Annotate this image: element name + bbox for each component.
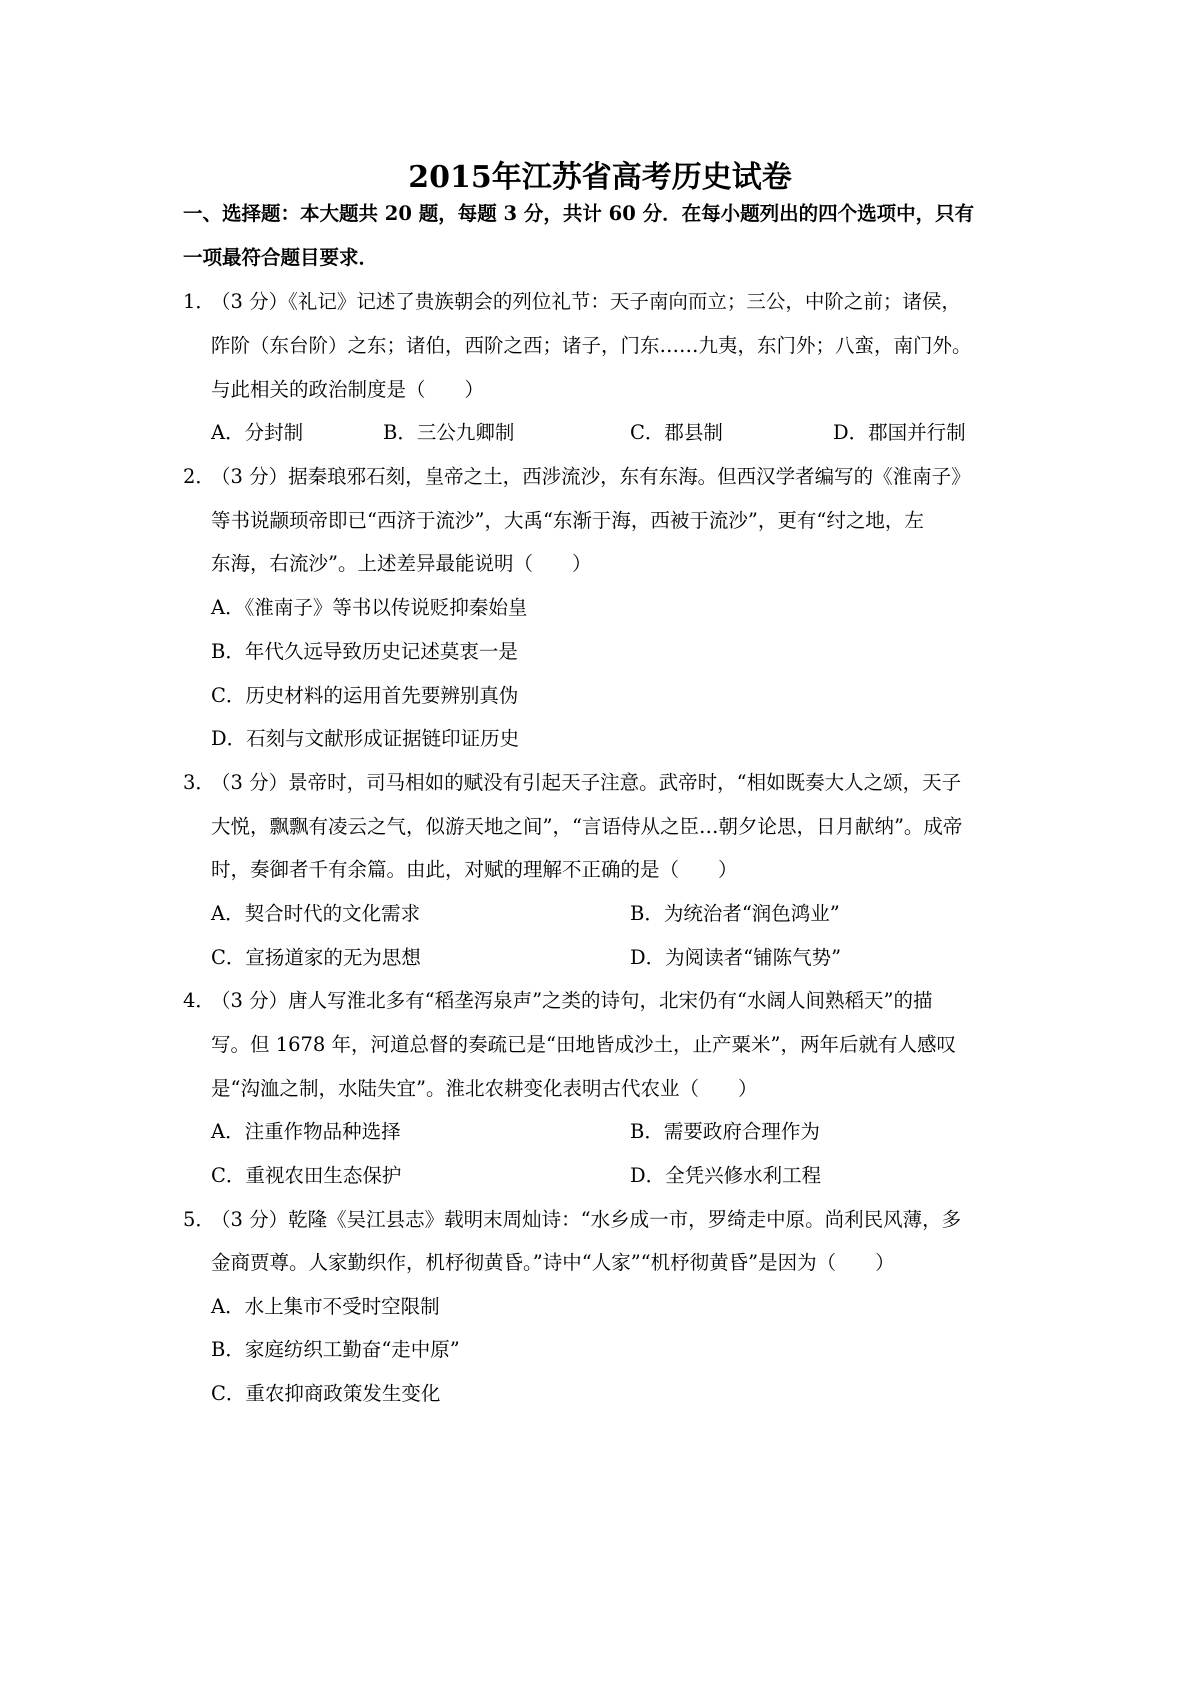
question-4-option-b: B．需要政府合理作为 — [630, 1120, 820, 1143]
question-5-option-c: C．重农抑商政策发生变化 — [211, 1382, 441, 1405]
question-1-line1: （3 分）《礼记》记述了贵族朝会的列位礼节：天子南向而立；三公，中阶之前；诸侯， — [211, 290, 961, 313]
question-5-number: 5． — [183, 1208, 215, 1231]
question-2-option-d: D．石刻与文献形成证据链印证历史 — [211, 727, 520, 750]
question-2-line3: 东海，右流沙”。上述差异最能说明（ ） — [211, 552, 592, 575]
question-4-number: 4． — [183, 989, 215, 1012]
question-1-line2: 阼阶（东台阶）之东；诸伯，西阶之西；诸子，门东……九夷，东门外；八蛮，南门外。 — [211, 334, 972, 357]
question-5-option-b: B．家庭纺织工勤奋“走中原” — [211, 1338, 460, 1361]
question-2-option-a: A．《淮南子》等书以传说贬抑秦始皇 — [211, 596, 528, 619]
question-1-option-a: A．分封制 — [211, 421, 304, 444]
question-2-line2: 等书说颛顼帝即已“西济于流沙”，大禹“东渐于海，西被于流沙”，更有“纣之地，左 — [211, 509, 924, 532]
exam-title: 2015年江苏省高考历史试卷 — [408, 160, 792, 195]
question-3-line1: （3 分）景帝时，司马相如的赋没有引起天子注意。武帝时，“相如既奏大人之颂，天子 — [211, 771, 962, 794]
question-2-line1: （3 分）据秦琅邪石刻，皇帝之土，西涉流沙，东有东海。但西汉学者编写的《淮南子》 — [211, 465, 971, 488]
question-2-number: 2． — [183, 465, 215, 488]
question-5-option-a: A．水上集市不受时空限制 — [211, 1295, 440, 1318]
section-instructions-line1: 一、选择题：本大题共 20 题，每题 3 分，共计 60 分．在每小题列出的四个选项中，只有 — [183, 202, 975, 225]
question-3-option-a: A．契合时代的文化需求 — [211, 902, 421, 925]
question-3-option-c: C．宣扬道家的无为思想 — [211, 946, 421, 969]
question-4-option-d: D．全凭兴修水利工程 — [630, 1164, 822, 1187]
question-1-line3: 与此相关的政治制度是（ ） — [211, 378, 485, 401]
question-4-line2: 写。但 1678 年，河道总督的奏疏已是“田地皆成沙土，止产粟米”，两年后就有人感叹 — [211, 1033, 956, 1056]
question-3-option-d: D．为阅读者“铺陈气势” — [630, 946, 842, 969]
question-5-line2: 金商贾尊。人家勤织作，机杼彻黄昏。”诗中“人家”“机杼彻黄昏”是因为（ ） — [211, 1251, 895, 1274]
question-3-number: 3． — [183, 771, 215, 794]
question-2-option-b: B．年代久远导致历史记述莫衷一是 — [211, 640, 518, 663]
question-5-line1: （3 分）乾隆《吴江县志》载明末周灿诗：“水乡成一市，罗绮走中原。尚利民风薄，多 — [211, 1208, 962, 1231]
question-4-option-c: C．重视农田生态保护 — [211, 1164, 402, 1187]
question-4-line3: 是“沟洫之制，水陆失宜”。淮北农耕变化表明古代农业（ ） — [211, 1077, 758, 1100]
question-3-option-b: B．为统治者“润色鸿业” — [630, 902, 840, 925]
question-1-option-d: D．郡国并行制 — [833, 421, 966, 444]
question-1-option-c: C．郡县制 — [630, 421, 723, 444]
question-1-number: 1． — [183, 290, 215, 313]
question-1-option-b: B．三公九卿制 — [383, 421, 515, 444]
question-3-line3: 时，奏御者千有余篇。由此，对赋的理解不正确的是（ ） — [211, 858, 738, 881]
section-instructions-line2: 一项最符合题目要求． — [183, 246, 379, 269]
question-4-line1: （3 分）唐人写淮北多有“稻垄泻泉声”之类的诗句，北宋仍有“水阔人间熟稻天”的描 — [211, 989, 933, 1012]
question-2-option-c: C．历史材料的运用首先要辨别真伪 — [211, 684, 519, 707]
question-3-line2: 大悦，飘飘有凌云之气，似游天地之间”，“言语侍从之臣…朝夕论思，日月献纳”。成帝 — [211, 815, 963, 838]
question-4-option-a: A．注重作物品种选择 — [211, 1120, 401, 1143]
